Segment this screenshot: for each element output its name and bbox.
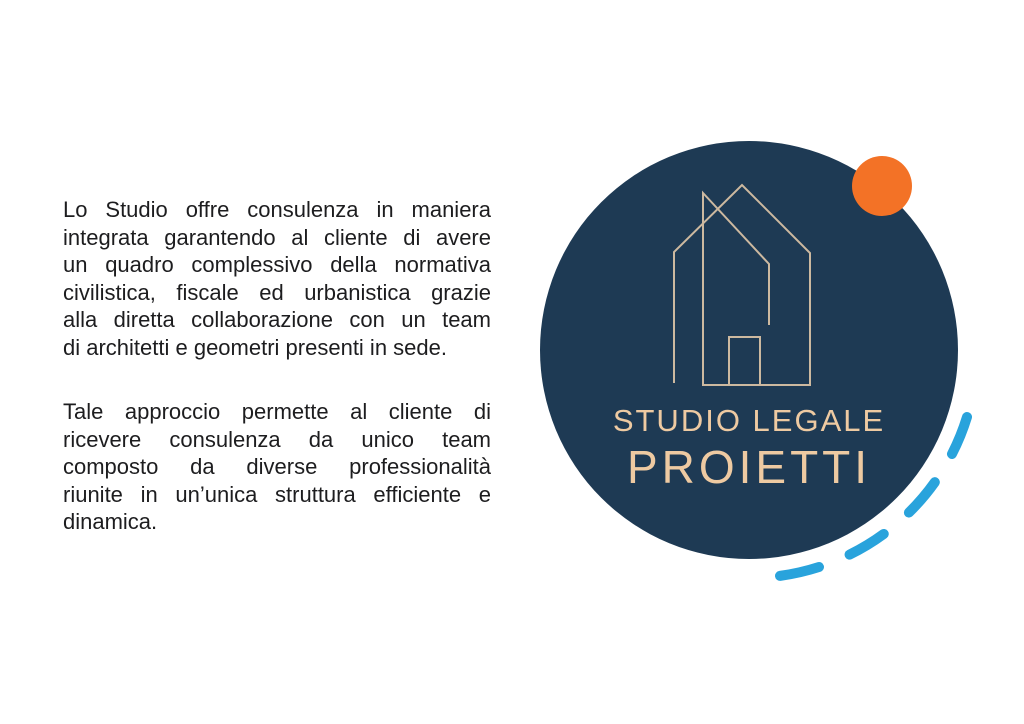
- text-line: composto da diverse professionalità: [63, 454, 491, 479]
- logo-title-proietti: PROIETTI: [626, 441, 872, 493]
- text-line: riunite in un’unica struttura efficiente e: [63, 481, 491, 507]
- paragraph-intro: [63, 196, 491, 361]
- paragraph-approach: [63, 398, 491, 536]
- text-line: ricevere consulenza da unico team: [63, 426, 491, 452]
- text-line: Tale approccio permette al cliente di: [63, 399, 491, 424]
- text-line: civilistica, fiscale ed urbanistica grazie: [63, 279, 491, 305]
- text-line: dinamica.: [63, 509, 158, 534]
- text-line: un quadro complessivo della normativa: [63, 252, 491, 277]
- text-line: alla diretta collaborazione con un team: [63, 307, 491, 332]
- text-line: Lo Studio offre consulenza in maniera: [63, 197, 491, 222]
- orange-dot-icon: [852, 156, 912, 216]
- text-line: di architetti e geometri presenti in sede.: [63, 334, 447, 360]
- logo-title-studio-legale: STUDIO LEGALE: [612, 403, 886, 438]
- text-line: integrata garantendo al cliente di avere: [63, 224, 491, 250]
- text-column: [63, 196, 491, 536]
